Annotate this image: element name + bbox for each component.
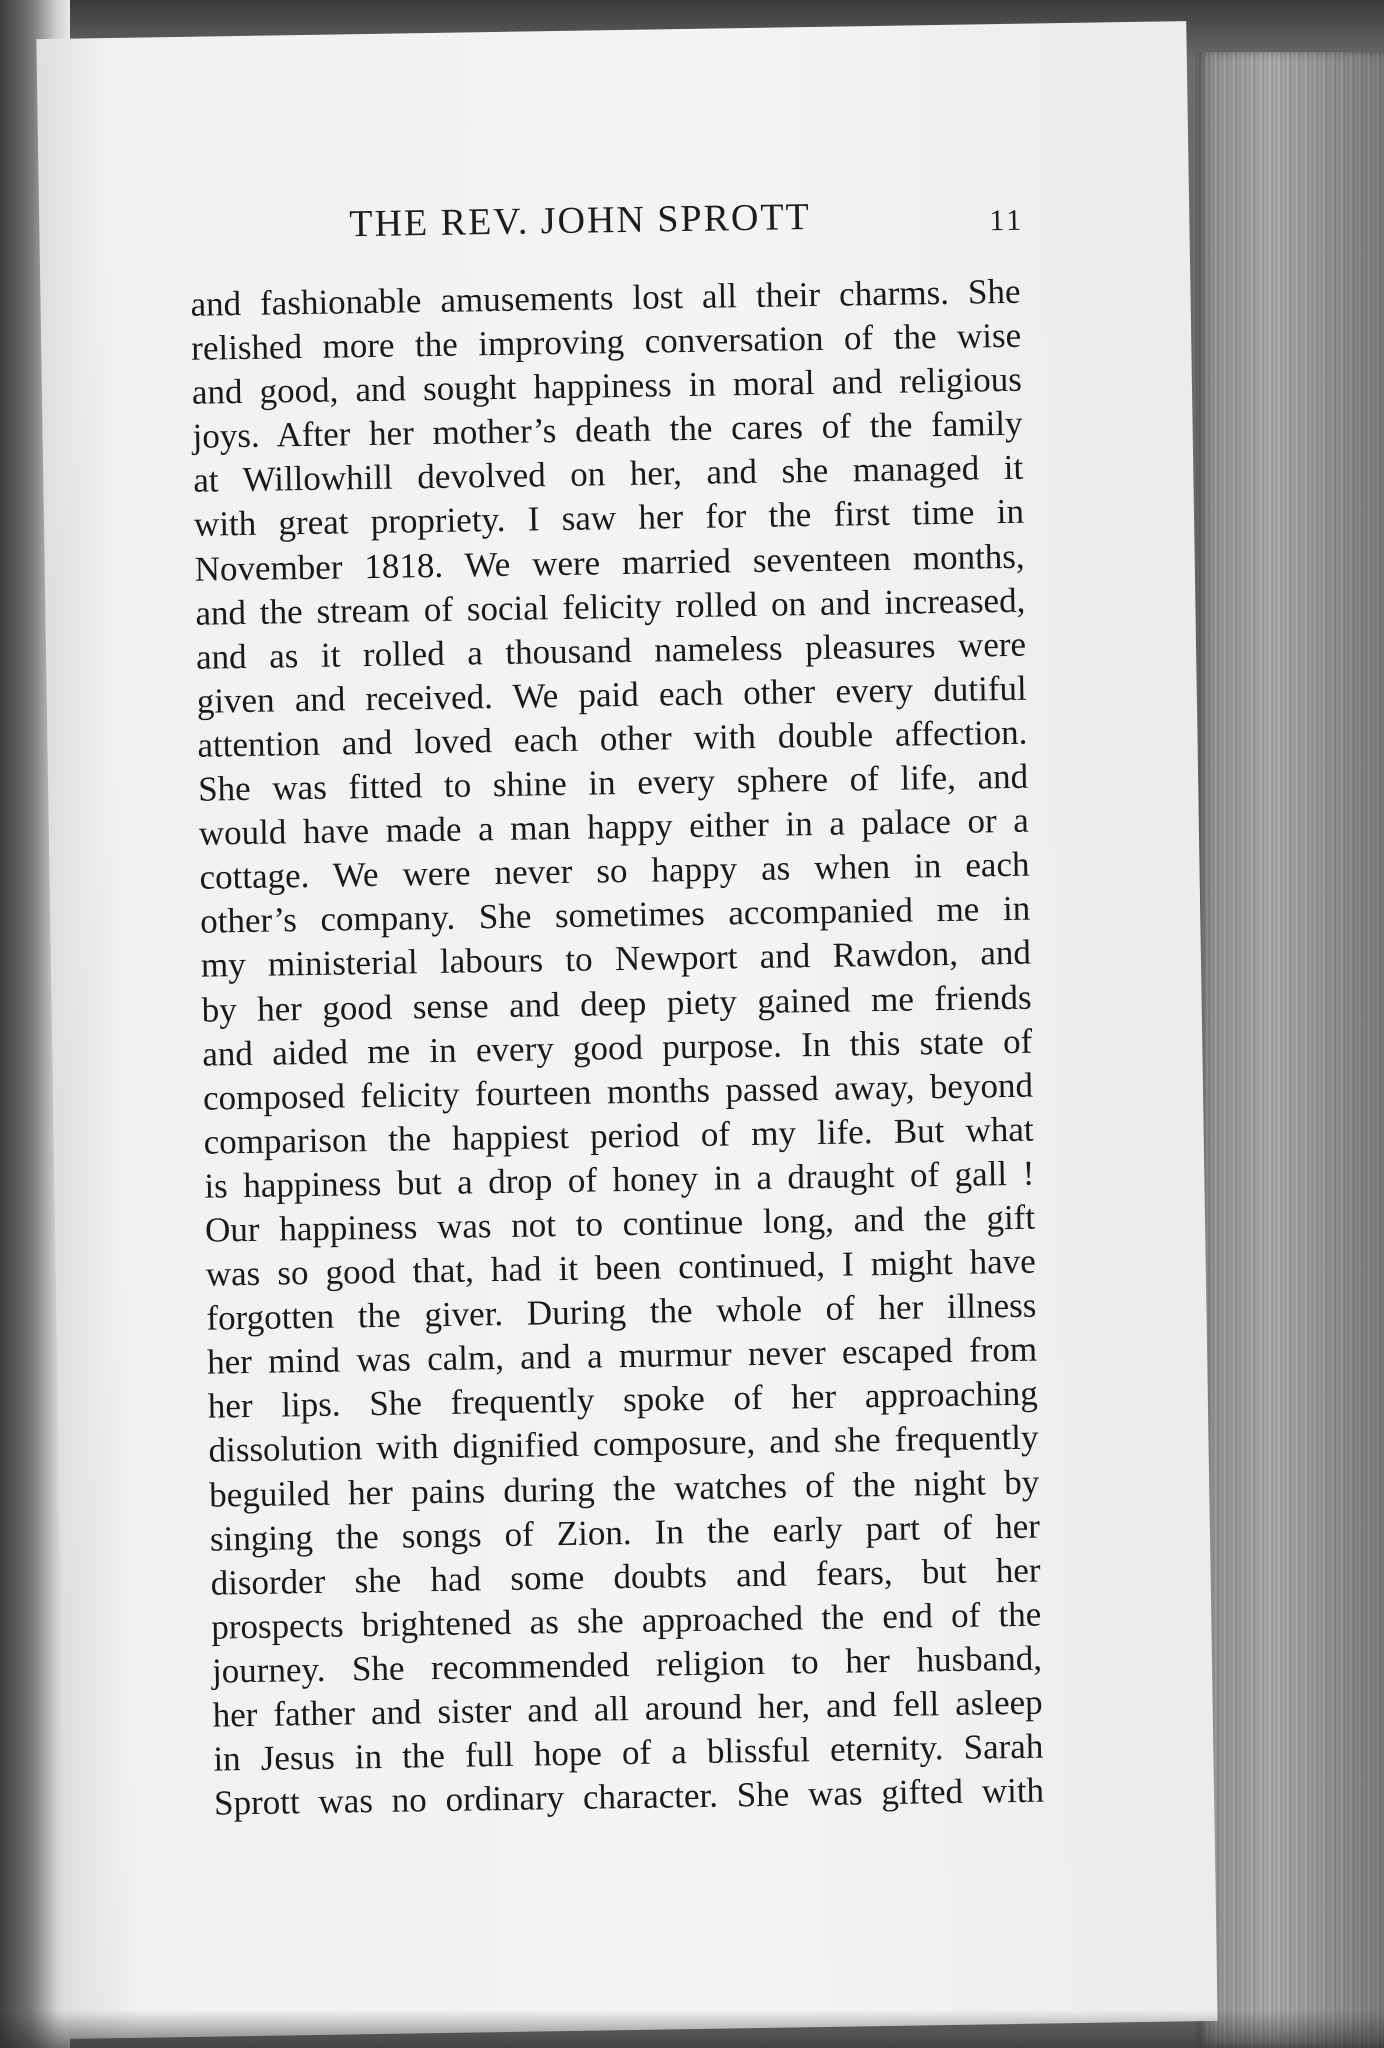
text-line: journey. She recommended religion to her husband, xyxy=(211,1638,1043,1691)
text-line: November 1818. We were married seventeen months, xyxy=(194,536,1025,589)
text-line: other’s company. She sometimes accompanied me in xyxy=(199,888,1031,941)
page-number: 11 xyxy=(989,203,1025,238)
text-line: forgotten the giver. During the whole of her illness xyxy=(206,1285,1037,1338)
text-line: beguiled her pains during the watches of the night by xyxy=(208,1462,1040,1515)
text-line: dissolution with dignified composure, and she frequently xyxy=(208,1418,1039,1471)
text-line: and aided me in every good purpose. In this state of xyxy=(202,1021,1033,1074)
text-line: her mind was calm, and a murmur never escaped from xyxy=(206,1329,1038,1382)
text-line: her lips. She frequently spoke of her approaching xyxy=(207,1373,1039,1426)
text-line: would have made a man happy either in a palace or a xyxy=(198,800,1030,853)
text-line: and fashionable amusements lost all their charms. She xyxy=(190,271,1021,324)
text-line: prospects brightened as she approached the end of the xyxy=(211,1594,1042,1647)
text-line: with great propriety. I saw her for the first time in xyxy=(193,492,1025,545)
text-line: and the stream of social felicity rolled on and increased, xyxy=(195,580,1026,633)
text-line: joys. After her mother’s death the cares of the family xyxy=(192,403,1023,457)
text-line: her father and sister and all around her, and fell asleep xyxy=(212,1682,1043,1735)
text-line: Our happiness was not to continue long, and the gift xyxy=(204,1197,1036,1250)
text-line: is happiness but a drop of honey in a draught of gall ! xyxy=(204,1153,1035,1206)
text-line: disorder she had some doubts and fears, but her xyxy=(210,1550,1041,1603)
book-page xyxy=(36,21,1217,2039)
text-line: was so good that, had it been continued, I might have xyxy=(205,1241,1036,1294)
text-line: attention and loved each other with double affection. xyxy=(197,712,1028,765)
text-line: and as it rolled a thousand nameless pleasures were xyxy=(195,624,1027,677)
text-line: She was fitted to shine in every sphere of life, and xyxy=(197,756,1029,809)
text-line: by her good sense and deep piety gained me friends xyxy=(201,977,1032,1030)
text-line: relished more the improving conversation of the wise xyxy=(190,315,1022,368)
text-line: my ministerial labours to Newport and Rawdon, and xyxy=(200,933,1032,986)
page-edges xyxy=(1196,52,1384,2048)
text-line: cottage. We were never so happy as when in each xyxy=(199,844,1030,897)
text-line: given and received. We paid each other every dutiful xyxy=(196,668,1027,721)
text-line: at Willowhill devolved on her, and she managed it xyxy=(193,448,1024,501)
text-line: in Jesus in the full hope of a blissful eternity. Sarah xyxy=(213,1726,1044,1779)
text-line: Sprott was no ordinary character. She was gifted with xyxy=(213,1770,1045,1823)
background-shadow xyxy=(0,2010,1384,2048)
text-line: singing the songs of Zion. In the early part of her xyxy=(209,1506,1041,1559)
text-line: composed felicity fourteen months passed away, beyond xyxy=(202,1065,1034,1118)
text-line: and good, and sought happiness in moral and religious xyxy=(191,359,1023,412)
running-head: THE REV. JOHN SPROTT xyxy=(348,196,812,246)
text-line: comparison the happiest period of my life. But what xyxy=(203,1109,1034,1162)
body-text xyxy=(190,270,1044,1826)
